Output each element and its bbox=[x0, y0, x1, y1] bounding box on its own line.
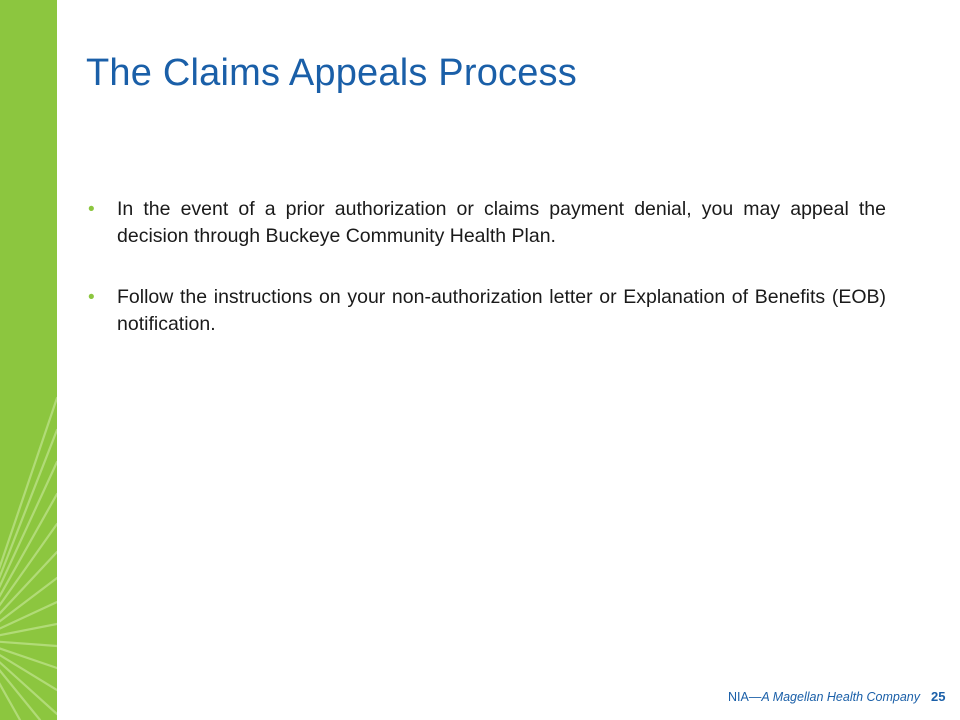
bullet-list bbox=[86, 196, 886, 372]
footer-branding bbox=[728, 690, 920, 704]
bullet-item bbox=[86, 196, 886, 250]
slide-title: The Claims Appeals Process bbox=[86, 52, 577, 94]
bullet-text: Follow the instructions on your non-authorization letter or Explanation of Benefits (EOB) notification. bbox=[117, 286, 886, 335]
footer-company: A Magellan Health Company bbox=[761, 690, 920, 704]
bullet-item bbox=[86, 284, 886, 338]
sunburst-decoration bbox=[0, 0, 57, 720]
bullet-dot: • bbox=[88, 287, 95, 308]
footer-org: NIA— bbox=[728, 690, 762, 704]
page-number: 25 bbox=[931, 689, 946, 704]
bullet-text: In the event of a prior authorization or claims payment denial, you may appeal the decision through Buckeye Community Health Plan. bbox=[117, 198, 886, 247]
green-sidebar-decoration bbox=[0, 0, 57, 720]
bullet-dot: • bbox=[88, 199, 95, 220]
